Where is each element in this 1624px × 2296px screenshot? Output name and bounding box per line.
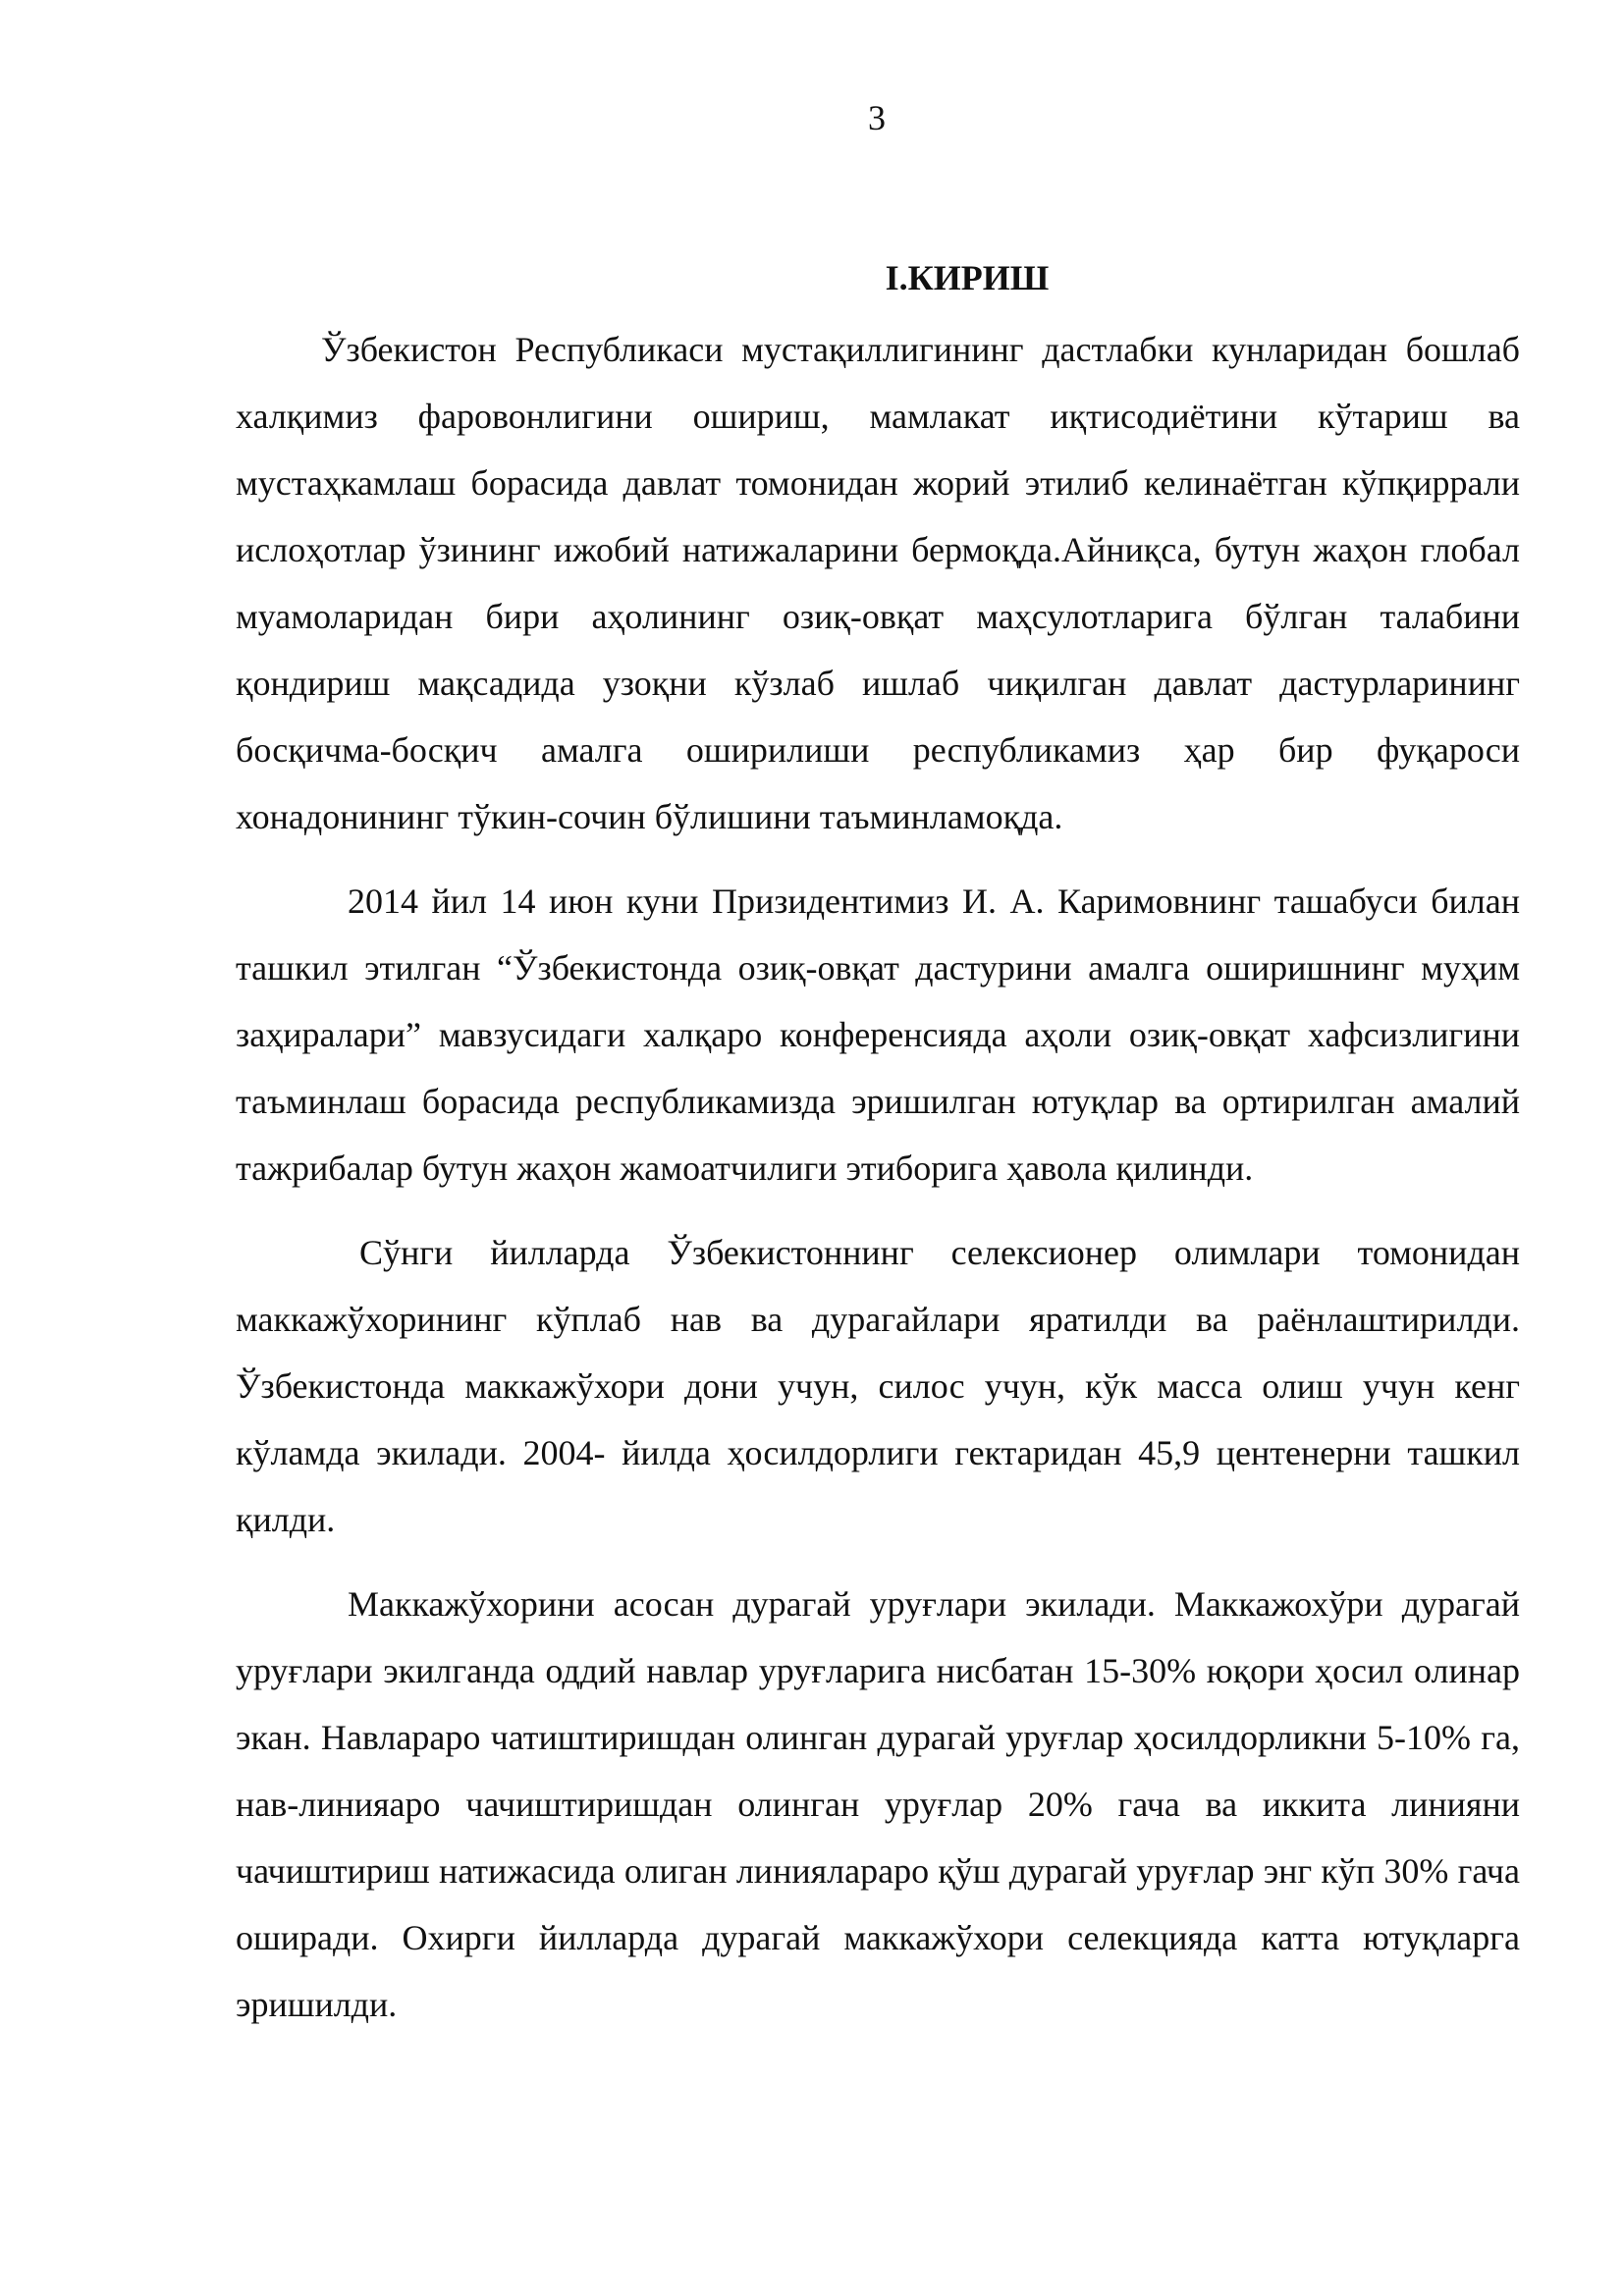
paragraph-intro: Ўзбекистон Республикаси мустақиллигининг дастлабки кунларидан бошлаб халқимиз фаровонлигини ошириш, мамлакат иқтисодиётини кўтариш ва мустаҳкамлаш борасида давлат томонидан жорий этилиб келинаётган кўпқиррали ислоҳотлар ўзининг ижобий натижаларини бермоқда.Айниқса, бутун жаҳон глобал муамоларидан бири аҳолининг озиқ-овқат маҳсулотларига бўлган талабини қондириш мақсадида узоқни кўзлаб ишлаб чиқилган давлат дастурларининг босқичма-босқич амалга оширилиши республикамиз ҳар бир фуқароси хонадонининг тўкин-сочин бўлишини таъминламоқда.	[236, 330, 1520, 836]
paragraph-hybrids: Маккажўхорини асосан дурагай уруғлари экилади. Маккажохўри дурагай уруғлари экилганда оддий навлар уруғларига нисбатан 15-30% юқори ҳосил олинар экан. Навлараро чатиштиришдан олинган дурагай уруғлар ҳосилдорликни 5-10% га, нав-линияаро чачиштиришдан олинган уруғлар 20% гача ва иккита линияни чачиштириш натижасида олиган линиялараро қўш дурагай уруғлар энг кўп 30% гача оширади. Охирги йилларда дурагай маккажўхори селекцияда катта ютуқларга эришилди.	[236, 1584, 1520, 2024]
page-content	[236, 253, 1520, 2038]
paragraph-breeding: Сўнги йилларда Ўзбекистоннинг селексионер олимлари томонидан маккажўхорининг кўплаб нав ва дурагайлари яратилди ва раёнлаштирилди. Ўзбекистонда маккажўхори дони учун, силос учун, кўк масса олиш учун кенг кўламда экилади. 2004- йилда ҳосилдорлиги гектаридан 45,9 центенерни ташкил қилди.	[236, 1233, 1520, 1539]
section-heading: I.КИРИШ	[885, 258, 1050, 297]
page-number: 3	[868, 98, 886, 137]
paragraph-conference: 2014 йил 14 июн куни Призидентимиз И. А. Каримовнинг ташабуси билан ташкил этилган “Ўзбекистонда озиқ-овқат дастурини амалга оширишнинг муҳим заҳиралари” мавзусидаги халқаро конференсияда аҳоли озиқ-овқат хафсизлигини таъминлаш борасида республикамизда эришилган ютуқлар ва ортирилган амалий тажрибалар бутун жаҳон жамоатчилиги этиборига ҳавола қилинди.	[236, 881, 1520, 1188]
